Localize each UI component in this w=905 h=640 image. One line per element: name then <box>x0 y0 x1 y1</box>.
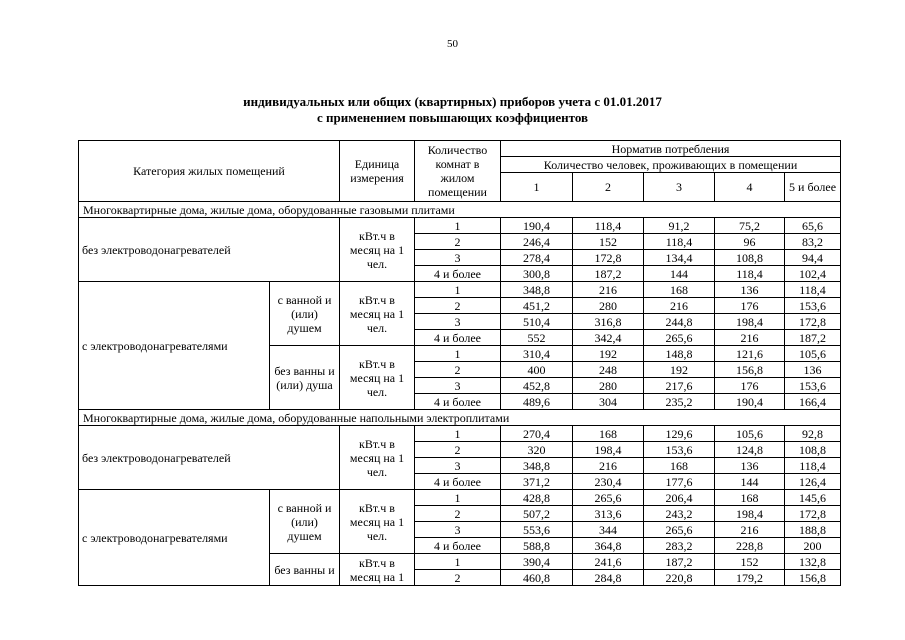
norm-value-cell: 507,2 <box>501 506 573 522</box>
norm-value-cell: 153,6 <box>644 442 715 458</box>
norm-value-cell: 108,8 <box>785 442 841 458</box>
norm-value-cell: 451,2 <box>501 298 573 314</box>
norm-value-cell: 316,8 <box>573 314 644 330</box>
norm-value-cell: 136 <box>715 282 785 298</box>
norm-value-cell: 198,4 <box>715 506 785 522</box>
norm-value-cell: 156,8 <box>785 570 841 586</box>
norm-value-cell: 344 <box>573 522 644 538</box>
subcategory-label: с ванной и (или) душем <box>270 282 340 346</box>
document-title-line-1: индивидуальных или общих (квартирных) приборов учета с 01.01.2017 <box>243 94 662 109</box>
norm-value-cell: 179,2 <box>715 570 785 586</box>
unit-label: кВт.ч в месяц на 1 чел. <box>340 346 415 410</box>
norm-value-cell: 320 <box>501 442 573 458</box>
norm-value-cell: 246,4 <box>501 234 573 250</box>
table-row <box>79 426 841 442</box>
norm-value-cell: 124,8 <box>715 442 785 458</box>
norm-value-cell: 145,6 <box>785 490 841 506</box>
rooms-cell: 2 <box>415 362 501 378</box>
norm-value-cell: 187,2 <box>573 266 644 282</box>
rooms-cell: 4 и более <box>415 266 501 282</box>
norm-value-cell: 176 <box>715 378 785 394</box>
rooms-cell: 2 <box>415 234 501 250</box>
norm-value-cell: 132,8 <box>785 554 841 570</box>
unit-label: кВт.ч в месяц на 1 чел. <box>340 282 415 346</box>
norm-value-cell: 152 <box>715 554 785 570</box>
header-rooms: Количество комнат в жилом помещении <box>415 141 501 202</box>
norm-value-cell: 166,4 <box>785 394 841 410</box>
section-row <box>79 202 841 218</box>
header-persons-5: 5 и более <box>785 173 841 202</box>
norm-value-cell: 188,8 <box>785 522 841 538</box>
rooms-cell: 2 <box>415 570 501 586</box>
norm-value-cell: 265,6 <box>573 490 644 506</box>
norm-value-cell: 552 <box>501 330 573 346</box>
norm-value-cell: 96 <box>715 234 785 250</box>
rooms-cell: 4 и более <box>415 394 501 410</box>
rooms-cell: 3 <box>415 378 501 394</box>
unit-label: кВт.ч в месяц на 1 чел. <box>340 490 415 554</box>
norm-value-cell: 153,6 <box>785 298 841 314</box>
norm-value-cell: 176 <box>715 298 785 314</box>
subcategory-label: без ванны и (или) душа <box>270 346 340 410</box>
norm-value-cell: 156,8 <box>715 362 785 378</box>
norm-value-cell: 400 <box>501 362 573 378</box>
norm-value-cell: 553,6 <box>501 522 573 538</box>
header-category: Категория жилых помещений <box>79 141 340 202</box>
norm-value-cell: 310,4 <box>501 346 573 362</box>
norm-value-cell: 244,8 <box>644 314 715 330</box>
norm-value-cell: 280 <box>573 298 644 314</box>
section-title: Многоквартирные дома, жилые дома, оборудованные газовыми плитами <box>79 202 841 218</box>
category-label: с электроводонагревателями <box>79 282 270 410</box>
norm-value-cell: 206,4 <box>644 490 715 506</box>
norm-value-cell: 190,4 <box>715 394 785 410</box>
rooms-cell: 1 <box>415 426 501 442</box>
norm-value-cell: 192 <box>573 346 644 362</box>
norm-value-cell: 129,6 <box>644 426 715 442</box>
norm-value-cell: 342,4 <box>573 330 644 346</box>
norm-value-cell: 102,4 <box>785 266 841 282</box>
unit-label: кВт.ч в месяц на 1 чел. <box>340 426 415 490</box>
norm-value-cell: 200 <box>785 538 841 554</box>
norm-value-cell: 172,8 <box>785 506 841 522</box>
norm-value-cell: 192 <box>644 362 715 378</box>
rooms-cell: 3 <box>415 458 501 474</box>
norm-value-cell: 168 <box>715 490 785 506</box>
norm-value-cell: 220,8 <box>644 570 715 586</box>
rooms-cell: 1 <box>415 218 501 234</box>
table-row <box>79 218 841 234</box>
norm-value-cell: 364,8 <box>573 538 644 554</box>
norm-value-cell: 168 <box>573 426 644 442</box>
subcategory-label: без ванны и <box>270 554 340 586</box>
norm-value-cell: 136 <box>715 458 785 474</box>
header-persons: Количество человек, проживающих в помещении <box>501 157 841 173</box>
norm-value-cell: 75,2 <box>715 218 785 234</box>
norm-value-cell: 280 <box>573 378 644 394</box>
norm-value-cell: 304 <box>573 394 644 410</box>
header-persons-2: 2 <box>573 173 644 202</box>
subcategory-label: с ванной и (или) душем <box>270 490 340 554</box>
header-norm: Норматив потребления <box>501 141 841 157</box>
norm-value-cell: 198,4 <box>573 442 644 458</box>
document-title-line-2: с применением повышающих коэффициентов <box>316 110 589 125</box>
norm-value-cell: 148,8 <box>644 346 715 362</box>
norm-value-cell: 92,8 <box>785 426 841 442</box>
norm-value-cell: 136 <box>785 362 841 378</box>
norm-value-cell: 118,4 <box>785 282 841 298</box>
norm-value-cell: 390,4 <box>501 554 573 570</box>
table-row <box>79 282 841 298</box>
norm-value-cell: 105,6 <box>715 426 785 442</box>
header-persons-3: 3 <box>644 173 715 202</box>
header-persons-1: 1 <box>501 173 573 202</box>
norm-value-cell: 190,4 <box>501 218 573 234</box>
norm-value-cell: 452,8 <box>501 378 573 394</box>
norm-value-cell: 118,4 <box>715 266 785 282</box>
norm-value-cell: 230,4 <box>573 474 644 490</box>
norm-value-cell: 105,6 <box>785 346 841 362</box>
norm-value-cell: 265,6 <box>644 522 715 538</box>
rooms-cell: 1 <box>415 490 501 506</box>
consumption-norm-table <box>78 140 841 586</box>
rooms-cell: 1 <box>415 282 501 298</box>
rooms-cell: 2 <box>415 442 501 458</box>
norm-value-cell: 126,4 <box>785 474 841 490</box>
norm-value-cell: 270,4 <box>501 426 573 442</box>
norm-value-cell: 348,8 <box>501 458 573 474</box>
norm-value-cell: 216 <box>573 282 644 298</box>
norm-value-cell: 153,6 <box>785 378 841 394</box>
header-unit: Единица измерения <box>340 141 415 202</box>
rooms-cell: 4 и более <box>415 474 501 490</box>
page-number: 50 <box>447 38 458 50</box>
norm-value-cell: 121,6 <box>715 346 785 362</box>
norm-value-cell: 187,2 <box>785 330 841 346</box>
norm-value-cell: 118,4 <box>573 218 644 234</box>
rooms-cell: 3 <box>415 250 501 266</box>
norm-value-cell: 65,6 <box>785 218 841 234</box>
norm-value-cell: 243,2 <box>644 506 715 522</box>
norm-value-cell: 348,8 <box>501 282 573 298</box>
norm-value-cell: 228,8 <box>715 538 785 554</box>
norm-value-cell: 118,4 <box>785 458 841 474</box>
norm-value-cell: 235,2 <box>644 394 715 410</box>
category-label: без электроводонагревателей <box>79 426 340 490</box>
rooms-cell: 1 <box>415 554 501 570</box>
table-row <box>79 490 841 506</box>
norm-value-cell: 83,2 <box>785 234 841 250</box>
norm-value-cell: 118,4 <box>644 234 715 250</box>
norm-value-cell: 172,8 <box>785 314 841 330</box>
norm-value-cell: 144 <box>644 266 715 282</box>
section-title: Многоквартирные дома, жилые дома, оборудованные напольными электроплитами <box>79 410 841 426</box>
unit-label: кВт.ч в месяц на 1 <box>340 554 415 586</box>
norm-value-cell: 371,2 <box>501 474 573 490</box>
unit-label: кВт.ч в месяц на 1 чел. <box>340 218 415 282</box>
norm-value-cell: 108,8 <box>715 250 785 266</box>
norm-value-cell: 217,6 <box>644 378 715 394</box>
norm-value-cell: 284,8 <box>573 570 644 586</box>
header-row-1 <box>79 141 841 157</box>
norm-value-cell: 216 <box>715 330 785 346</box>
norm-value-cell: 172,8 <box>573 250 644 266</box>
norm-value-cell: 428,8 <box>501 490 573 506</box>
norm-value-cell: 187,2 <box>644 554 715 570</box>
norm-value-cell: 94,4 <box>785 250 841 266</box>
norm-value-cell: 510,4 <box>501 314 573 330</box>
norm-value-cell: 265,6 <box>644 330 715 346</box>
norm-value-cell: 283,2 <box>644 538 715 554</box>
norm-value-cell: 241,6 <box>573 554 644 570</box>
norm-value-cell: 588,8 <box>501 538 573 554</box>
rooms-cell: 1 <box>415 346 501 362</box>
norm-value-cell: 278,4 <box>501 250 573 266</box>
category-label: с электроводонагревателями <box>79 490 270 586</box>
rooms-cell: 3 <box>415 522 501 538</box>
norm-value-cell: 177,6 <box>644 474 715 490</box>
norm-value-cell: 134,4 <box>644 250 715 266</box>
norm-value-cell: 198,4 <box>715 314 785 330</box>
norm-value-cell: 460,8 <box>501 570 573 586</box>
rooms-cell: 3 <box>415 314 501 330</box>
norm-value-cell: 300,8 <box>501 266 573 282</box>
norm-value-cell: 216 <box>573 458 644 474</box>
norm-value-cell: 152 <box>573 234 644 250</box>
rooms-cell: 4 и более <box>415 330 501 346</box>
norm-value-cell: 168 <box>644 282 715 298</box>
norm-value-cell: 216 <box>715 522 785 538</box>
rooms-cell: 2 <box>415 506 501 522</box>
norm-value-cell: 216 <box>644 298 715 314</box>
norm-value-cell: 489,6 <box>501 394 573 410</box>
rooms-cell: 4 и более <box>415 538 501 554</box>
rooms-cell: 2 <box>415 298 501 314</box>
norm-value-cell: 313,6 <box>573 506 644 522</box>
header-persons-4: 4 <box>715 173 785 202</box>
category-label: без электроводонагревателей <box>79 218 340 282</box>
norm-value-cell: 168 <box>644 458 715 474</box>
norm-value-cell: 144 <box>715 474 785 490</box>
section-row <box>79 410 841 426</box>
norm-value-cell: 248 <box>573 362 644 378</box>
norm-value-cell: 91,2 <box>644 218 715 234</box>
